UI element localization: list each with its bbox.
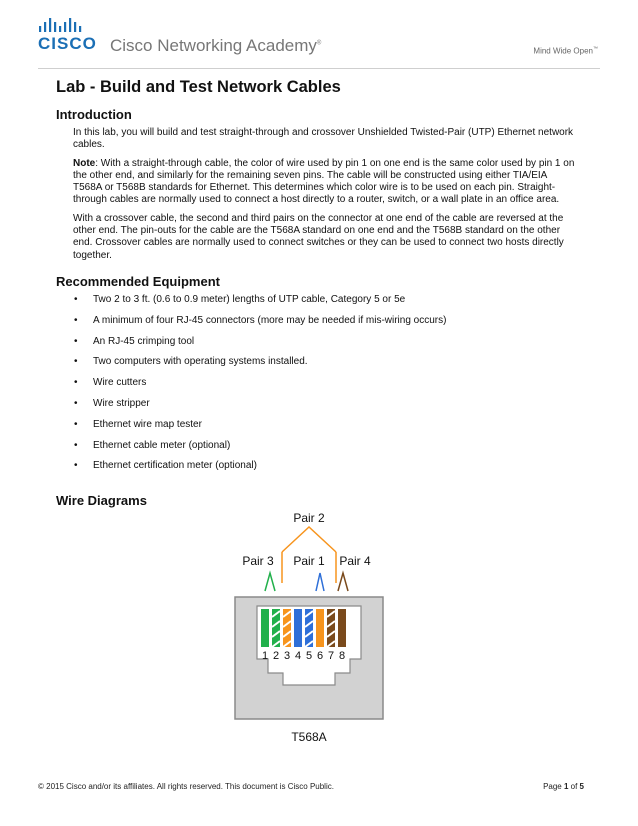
equipment-heading: Recommended Equipment xyxy=(56,273,220,289)
pair2-arrow-icon xyxy=(282,527,336,552)
wire-pin1 xyxy=(261,609,269,647)
bullet-icon: • xyxy=(74,397,78,409)
equipment-section xyxy=(56,274,586,481)
pair3-arrow-icon xyxy=(265,573,275,591)
wire-pin5-striped xyxy=(305,609,313,647)
page-footer xyxy=(38,782,584,791)
pin-number: 5 xyxy=(305,650,313,662)
pair3-label: Pair 3 xyxy=(242,554,274,568)
list-item: • Two 2 to 3 ft. (0.6 to 0.9 meter) lengths of UTP cable, Category 5 or 5e xyxy=(74,293,406,305)
page-header xyxy=(0,0,638,70)
introduction-paragraph: In this lab, you will build and test straight-through and crossover Unshielded Twisted-Pair (UTP) Ethernet network cables. xyxy=(73,127,574,151)
list-item: • Ethernet wire map tester xyxy=(74,418,202,430)
wire-pin3-striped xyxy=(283,609,291,647)
pin-number: 6 xyxy=(316,650,324,662)
pair4-arrow-icon xyxy=(338,573,348,591)
bullet-icon: • xyxy=(74,335,78,347)
pin-number: 2 xyxy=(272,650,280,662)
pair1-label: Pair 1 xyxy=(293,554,325,568)
pin-number: 8 xyxy=(338,650,346,662)
pair1-arrow-icon xyxy=(316,573,324,591)
equipment-list xyxy=(56,294,586,481)
pair4-label: Pair 4 xyxy=(339,554,371,568)
tagline: Mind Wide Open™ xyxy=(533,46,598,56)
cisco-wordmark: CISCO xyxy=(38,34,97,53)
wire-pin4 xyxy=(294,609,302,647)
bullet-icon: • xyxy=(74,314,78,326)
bullet-icon: • xyxy=(74,356,78,368)
wire-diagrams-heading: Wire Diagrams xyxy=(56,493,147,509)
bullet-icon: • xyxy=(74,418,78,430)
document-body xyxy=(56,78,586,513)
pin-number: 1 xyxy=(261,650,269,662)
bullet-icon: • xyxy=(74,439,78,451)
list-item: • Two computers with operating systems installed. xyxy=(74,356,308,368)
introduction-heading: Introduction xyxy=(56,107,132,122)
wire-pin7-striped xyxy=(327,609,335,647)
pin-number: 3 xyxy=(283,650,291,662)
note-paragraph: Note: With a straight-through cable, the color of wire used by pin 1 on one end is the same color used by pin 1 on the other end, and similarly for the remaining seven pins. The cable will be constructed using either TIA/EIA T568A or T568B standards for Ethernet. This determines which color wire is to be used on each pin. Straight-through cables are normally used to connect a host directly to a router, switch, or a wall plate in an office area. xyxy=(73,157,575,206)
pin-number: 4 xyxy=(294,650,302,662)
pin-number: 7 xyxy=(327,650,335,662)
bullet-icon: • xyxy=(74,293,78,305)
t568a-jack-diagram xyxy=(230,505,390,745)
copyright-notice: © 2015 Cisco and/or its affiliates. All rights reserved. This document is Cisco Public. xyxy=(38,782,334,791)
list-item: • Ethernet cable meter (optional) xyxy=(74,439,231,451)
list-item: • Ethernet certification meter (optional) xyxy=(74,460,257,472)
introduction-section xyxy=(56,107,586,262)
list-item: • An RJ-45 crimping tool xyxy=(74,335,195,347)
list-item: • Wire cutters xyxy=(74,377,147,389)
wire-pin2-striped xyxy=(272,609,280,647)
list-item: • Wire stripper xyxy=(74,397,150,409)
diagram-caption: T568A xyxy=(291,730,327,744)
header-divider xyxy=(38,68,600,69)
list-item: • A minimum of four RJ-45 connectors (more may be needed if mis-wiring occurs) xyxy=(74,314,447,326)
academy-title: Cisco Networking Academy® xyxy=(110,36,322,55)
page-number: Page 1 of 5 xyxy=(543,782,584,791)
bullet-icon: • xyxy=(74,460,78,472)
cisco-bars-logo-icon xyxy=(38,18,88,34)
wire-pin8 xyxy=(338,609,346,647)
pair2-label: Pair 2 xyxy=(293,511,325,525)
bullet-icon: • xyxy=(74,377,78,389)
crossover-paragraph: With a crossover cable, the second and third pairs on the connector at one end of the cable are reversed at the other end. The pin-outs for the cable are the T568A standard on one end and the T568B standard on the other end. Crossover cables are normally used to connect switches or they can be used to connect two hosts directly together. xyxy=(73,212,564,261)
wire-pin6 xyxy=(316,609,324,647)
lab-title: Lab - Build and Test Network Cables xyxy=(56,78,341,96)
